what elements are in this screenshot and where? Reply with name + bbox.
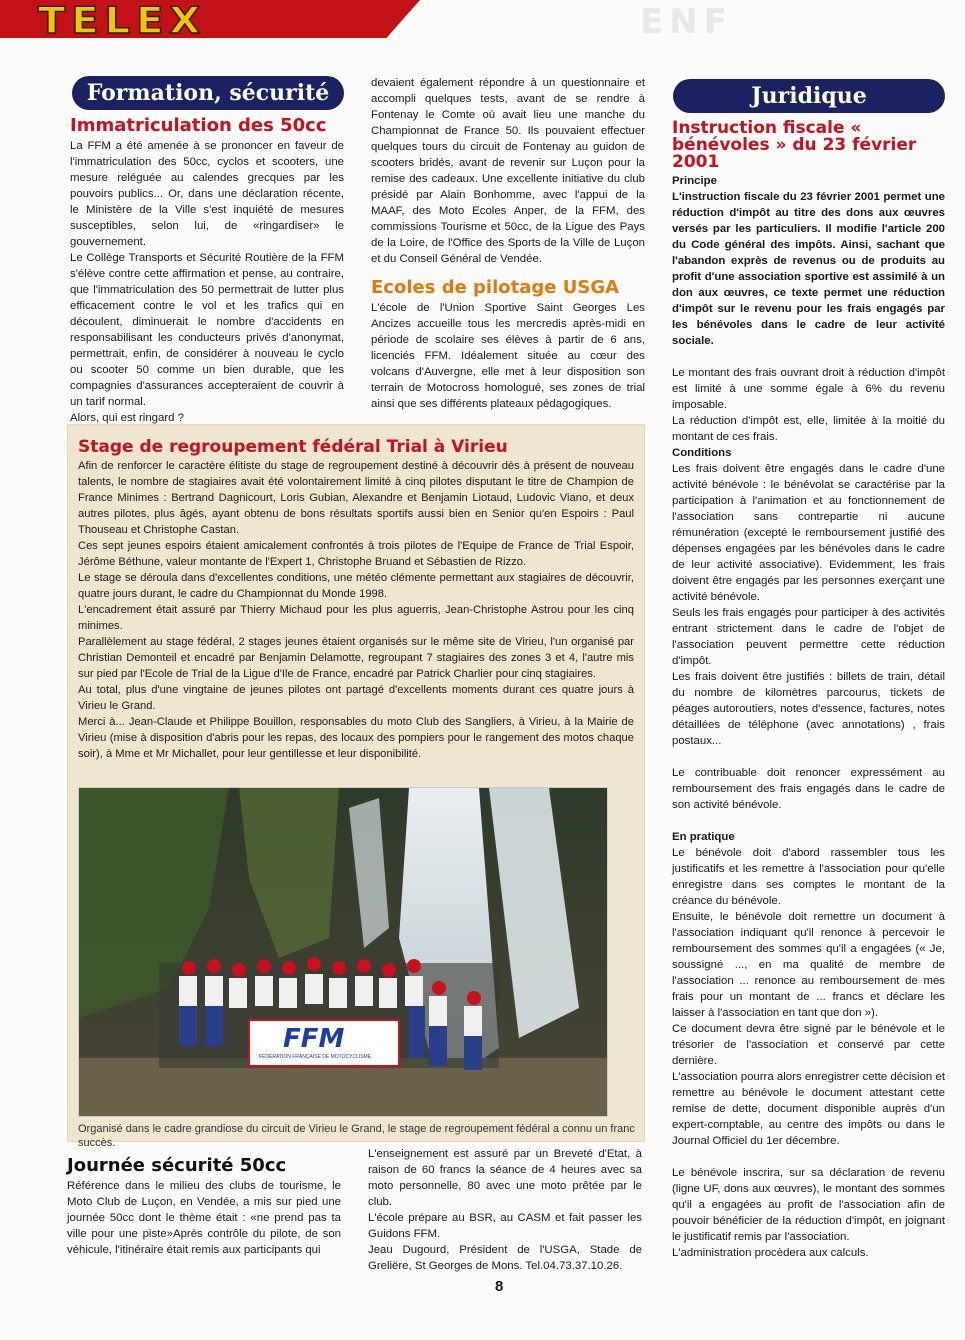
ffm-banner-text: FFM — [283, 1024, 345, 1054]
masthead-title: TELEX — [38, 0, 207, 43]
paragraph: Le bénévole doit d'abord rassembler tous les justificatifs et les remettre à l'association pour qu'elle enregistre dans ses comptes le montant de la créance du bénévole. — [672, 847, 945, 907]
paragraph: Seuls les frais engagés pour participer à des activités entrant strictement dans le cadre de l'objet de l'association peuvent permettre cette réduction d'impôt. — [672, 607, 945, 667]
article-ecoles-usga — [371, 278, 645, 412]
article-continued-text: devaient également répondre à un questionnaire et accompli quelques tests, avant de se rendre à Fontenay le Comte où avait lieu une manche du Championnat de France 50. Ils pouvaient effectuer quelques tours du circuit de Fontenay au guidon de scooters bridés, avant de revenir sur Luçon pour la remise des cadeaux. Une excellente initiative du club présidé par Alain Bonhomme, avec l'appui de la MAAF, des Moto Ecoles Anper, de la FFM, des commissions Tourisme et 50cc, de la Ligue des Pays de la Loire, de l'Office des Sports de la Ville de Luçon et du Conseil Général de Vendée. — [371, 77, 645, 265]
paragraph: Le contribuable doit renoncer expressément au remboursement des frais engagés dans le cadre de son activité bénévole. — [672, 767, 945, 811]
section-pill-formation: Formation, sécurité — [72, 76, 344, 110]
photo-caption: Organisé dans le cadre grandiose du circuit de Virieu le Grand, le stage de regroupement fédéral a connu un franc succès. — [78, 1123, 635, 1149]
masthead — [0, 0, 965, 43]
section-pill-juridique: Juridique — [673, 79, 945, 113]
group-photo-waterfall — [78, 787, 608, 1117]
paragraph: Parallèlement au stage fédéral, 2 stages jeunes étaient organisés sur le même site de Virieu, l'un organisé par Christian Demonteil et encadré par Benjamin Delamotte, regroupant 7 stagiaires des zones 3 et 4, l'autre mis sur pied par l'Ecole de Trial de la Ligue d'Ile de France, encadré par Patrick Charlier pour cinq stagiaires. — [78, 636, 634, 680]
article-immatriculation — [70, 116, 344, 426]
paragraph: Merci à... Jean-Claude et Philippe Bouillon, responsables du moto Club des Sangliers, à Virieu, à la Mairie de Virieu (mise à disposition d'abris pour les repas, des locaux des pompiers pour le rangement des motos chaque soir), à Mme et Mr Michallet, pour leur gentillesse et leur disponibilité. — [78, 716, 634, 760]
article-title: Journée sécurité 50cc — [67, 1155, 287, 1176]
article-body: Référence dans le milieu des clubs de tourisme, le Moto Club de Luçon, en Vendée, a mis sur pied une journée 50cc dont le thème était : «ne prend pas ta ville pour une piste»Après contrôle du pilote, de son véhicule, l'itinéraire était remis aux participants qui — [67, 1180, 341, 1256]
paragraph: Les frais doivent être engagés dans le cadre d'une activité bénévole : le bénévolat se caractérise par la participation à l'animation et au fonctionnement de l'association sans contrepartie ni aucune rémunération (excepté le remboursement justifié des dépenses engagées par les bénévoles dans le cadre de leur activité associative). Evidemment, les frais doivent être engagés par les personnes exerçant une activité bénévole. — [672, 463, 945, 603]
paragraph: Alors, qui est ringard ? — [70, 412, 184, 424]
paragraph: Le stage se déroula dans d'excellentes conditions, une météo clémente permettant aux stagiaires de découvrir, quatre jours durant, le cadre du Championnat du Monde 1998. — [78, 572, 634, 600]
article-body — [78, 458, 634, 762]
article-stage-virieu — [78, 437, 634, 762]
paragraph: L'administration procèdera aux calculs. — [672, 1247, 869, 1259]
article-title: Instruction fiscale « bénévoles » du 23 février 2001 — [672, 118, 917, 172]
subheading-conditions: Conditions — [672, 447, 732, 459]
paragraph: Le bénévole inscrira, sur sa déclaration de revenu (ligne UF, dons aux œuvres), le montant des sommes qu'il a engagées au profit de l'association afin de pouvoir bénéficier de la réduction d'impôt, en joignant le justificatif remis par l'association. — [672, 1167, 945, 1243]
paragraph: Ces sept jeunes espoirs étaient amicalement confrontés à trois pilotes de l'Equipe de France de Trial Espoir, Jérôme Béthune, valeur montante de l'Expert 1, Christophe Bruand et Sébastien de Rizzo. — [78, 540, 634, 568]
article-body — [672, 173, 945, 1261]
paragraph: Jeau Dugourd, Président de l'USGA, Stade de Greliëre, St Georges de Mons. Tel.04.73.37.10.26. — [368, 1244, 642, 1272]
article-title: Immatriculation des 50cc — [70, 115, 327, 136]
article-journee-securite — [67, 1156, 341, 1258]
paragraph: Le Collège Transports et Sécurité Routière de la FFM s'élève contre cette affirmation et pense, au contraire, que l'immatriculation des 50 permettrait de lutter plus efficacement contre le vol et les trafics qui en découlent, diminuerait le nombre d'accidents en responsabilisant les conducteurs privés d'anonymat, permettrait, enfin, de considérer à nouveau le cyclo ou scooter 50 comme un bien durable, que les compagnies d'assurances accepteraient de couvrir à un tarif normal. — [70, 252, 344, 408]
paragraph: Afin de renforcer le caractère élitiste du stage de regroupement destiné à découvrir dès à présent de nouveau talents, le nombre de stagiaires avait été volontairement limité à cinq pilotes disputant le titre de Champion de France Minimes : Bertrand Dagnicourt, Loris Gubian, Alexandre et Benjamin Liotaud, Ludovic Viano, et deux autres pilotes, plus âgés, ayant obtenu de bons résultats sportifs aussi bien en Senior qu'en Espoirs : Paul Thouseau et Christophe Castan. — [78, 460, 634, 536]
paragraph: La FFM a été amenée à se prononcer en faveur de l'immatriculation des 50cc, cyclos et scooters, une mesure reléguée au calendes grecques par les pouvoirs publics... Or, dans une déclaration récente, le Ministère de la Ville s'est inquiété de mesures susceptibles, selon lui, de «ringardiser» le gouvernement. — [70, 140, 344, 248]
paragraph: L'enseignement est assuré par un Breveté d'Etat, à raison de 60 francs la séance de 4 heures avec sa moto personnelle, 80 avec une moto prêtée par le club. — [368, 1148, 642, 1208]
paragraph: L'encadrement était assuré par Thierry Michaud pour les plus aguerris, Jean-Christophe Astrou pour les cinq minimes. — [78, 604, 634, 632]
masthead-show-through-text: ENF — [640, 2, 733, 42]
article-instruction-fiscale — [672, 120, 945, 1261]
article-title: Ecoles de pilotage USGA — [371, 277, 620, 298]
photo-illustration — [79, 788, 607, 1116]
paragraph-lead: L'instruction fiscale du 23 février 2001 permet une réduction d'impôt au titre des dons aux œuvres versés par les particuliers. Il modifie l'article 200 du Code général des impôts. Ainsi, sachant que l'abandon exprès de revenus ou de produits au profit d'une association sportive est assimilé à un don aux œuvres, ce texte permet une réduction d'impôt sur le revenu pour les frais engagés par les bénévoles dans le cadre de leur activité sociale. — [672, 191, 945, 347]
paragraph: Le montant des frais ouvrant droit à réduction d'impôt est limité à une somme égale à 6% du revenu imposable. — [672, 367, 945, 411]
paragraph: Ensuite, le bénévole doit remettre un document à l'association indiquant qu'il renonce à percevoir le remboursement des sommes qu'il a engagées (« Je, soussigné ..., en ma qualité de membre de l'association ... renonce au remboursement de mes frais pour un montant de ... francs et déclare les laisser à l'association en tant que don »). — [672, 911, 945, 1019]
paragraph: La réduction d'impôt est, elle, limitée à la moitié du montant de ces frais. — [672, 415, 945, 443]
page-number: 8 — [495, 1278, 504, 1295]
paragraph: Les frais doivent être justifiés : billets de train, détail du nombre de kilomètres parcourus, tickets de péages autoroutiers, notes d'essence, factures, notes détaillées de téléphone (avec annotations) , frais postaux... — [672, 671, 945, 747]
article-title: Stage de regroupement fédéral Trial à Virieu — [78, 437, 508, 457]
subheading-en-pratique: En pratique — [672, 831, 735, 843]
subheading-principe: Principe — [672, 175, 717, 187]
article-body: L'école de l'Union Sportive Saint Georges Les Ancizes accueille tous les mercredis après-midi en période de scolaire ses élèves à partir de 6 ans, licenciés FFM. Idéalement située au cœur des volcans d'Auvergne, elle met à leur disposition son terrain de Motocross homologué, ses zones de trial ainsi que ses différents plateaux pédagogiques. — [371, 302, 645, 410]
article-usga-continued — [368, 1146, 642, 1274]
paragraph: Au total, plus d'une vingtaine de jeunes pilotes ont partagé d'excellents moments durant ces quatre jours à Virieu le Grand. — [78, 684, 634, 712]
paragraph: L'association pourra alors enregistrer cette décision et remettre au bénévole le document attestant cette remise de dette, document disponible auprès d'un expert-comptable, au centre des impôts ou dans le Journal Officiel du 1er décembre. — [672, 1071, 945, 1147]
article-body — [70, 138, 344, 426]
ffm-banner-subtext: FÉDÉRATION FRANÇAISE DE MOTOCYCLISME — [259, 1054, 372, 1060]
paragraph: Ce document devra être signé par le bénévole et le trésorier de l'association et conservé par cette dernière. — [672, 1023, 945, 1067]
paragraph: L'école prépare au BSR, au CASM et fait passer les Guidons FFM. — [368, 1212, 642, 1240]
